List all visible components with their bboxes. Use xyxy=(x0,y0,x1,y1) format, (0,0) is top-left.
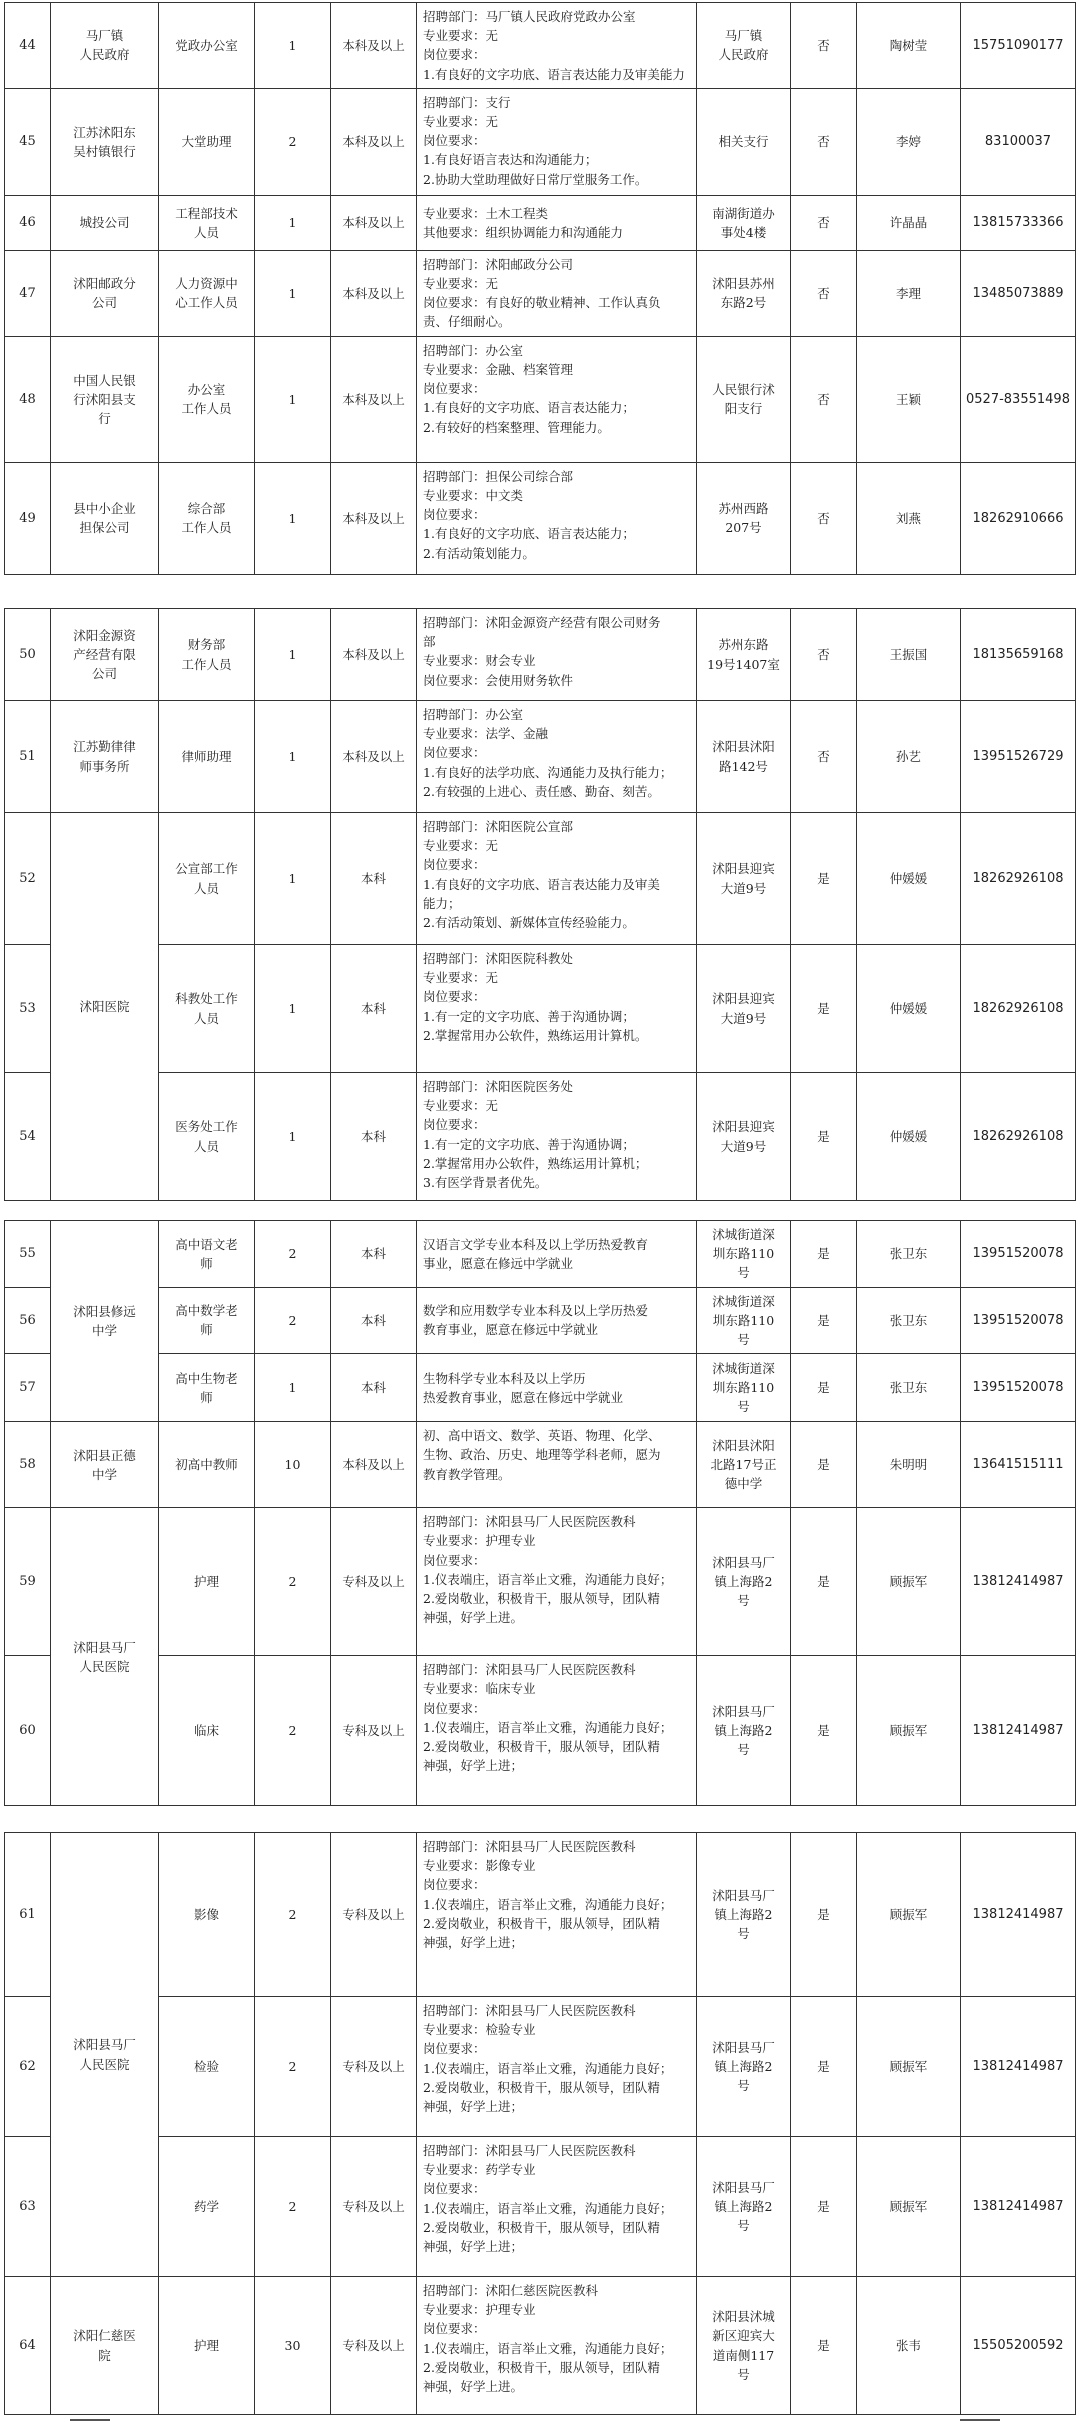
contact-phone: 15751090177 xyxy=(961,3,1076,89)
employer-name: 县中小企业 担保公司 xyxy=(51,462,159,574)
position-name: 医务处工作 人员 xyxy=(159,1073,255,1201)
education-requirement: 本科及以上 xyxy=(331,462,417,574)
contact-phone: 13812414987 xyxy=(961,1833,1076,1997)
position-name: 高中语文老 师 xyxy=(159,1221,255,1288)
row-number: 62 xyxy=(5,1997,51,2137)
education-requirement: 本科 xyxy=(331,1354,417,1422)
education-requirement: 专科及以上 xyxy=(331,1997,417,2137)
position-name: 人力资源中 心工作人员 xyxy=(159,250,255,336)
position-name: 办公室 工作人员 xyxy=(159,336,255,462)
table-row xyxy=(5,88,1076,195)
row-number: 54 xyxy=(5,1073,51,1201)
contact-phone: 13951520078 xyxy=(961,1221,1076,1288)
row-number: 53 xyxy=(5,945,51,1073)
table-row xyxy=(5,1656,1076,1806)
position-name: 党政办公室 xyxy=(159,3,255,89)
education-requirement: 专科及以上 xyxy=(331,2137,417,2277)
headcount: 2 xyxy=(255,1221,331,1288)
job-requirements: 初、高中语文、数学、英语、物理、化学、 生物、政治、历史、地理等学科老师，愿为 教育教学管理。 xyxy=(417,1422,697,1508)
contact-phone: 13812414987 xyxy=(961,1997,1076,2137)
table-block-1 xyxy=(4,2,1076,575)
table-row xyxy=(5,3,1076,89)
contact-person: 陶树莹 xyxy=(857,3,961,89)
employer-name: 沭阳县修远 中学 xyxy=(51,1221,159,1422)
contact-person: 刘燕 xyxy=(857,462,961,574)
position-name: 高中数学老 师 xyxy=(159,1287,255,1354)
establishment-flag: 是 xyxy=(791,1287,857,1354)
position-name: 影像 xyxy=(159,1833,255,1997)
work-address: 沭阳县沭城 新区迎宾大 道南侧117 号 xyxy=(697,2277,791,2415)
table-row xyxy=(5,1997,1076,2137)
establishment-flag: 是 xyxy=(791,1833,857,1997)
employer-name: 城投公司 xyxy=(51,195,159,250)
contact-person: 张卫东 xyxy=(857,1287,961,1354)
contact-person: 王振国 xyxy=(857,609,961,701)
contact-person: 李婷 xyxy=(857,88,961,195)
contact-phone: 0527-83551498 xyxy=(961,336,1076,462)
job-requirements: 数学和应用数学专业本科及以上学历热爱 教育事业，愿意在修远中学就业 xyxy=(417,1287,697,1354)
position-name: 财务部 工作人员 xyxy=(159,609,255,701)
position-name: 临床 xyxy=(159,1656,255,1806)
headcount: 30 xyxy=(255,2277,331,2415)
establishment-flag: 是 xyxy=(791,1997,857,2137)
work-address: 沭阳县马厂 镇上海路2 号 xyxy=(697,1997,791,2137)
table-row xyxy=(5,1508,1076,1656)
employer-name: 马厂镇 人民政府 xyxy=(51,3,159,89)
headcount: 1 xyxy=(255,609,331,701)
headcount: 1 xyxy=(255,462,331,574)
work-address: 苏州东路 19号1407室 xyxy=(697,609,791,701)
table-row xyxy=(5,945,1076,1073)
table-row xyxy=(5,462,1076,574)
contact-phone: 13812414987 xyxy=(961,1508,1076,1656)
table-row xyxy=(5,2277,1076,2415)
table-row xyxy=(5,1422,1076,1508)
job-requirements: 招聘部门：沭阳县马厂人民医院医教科 专业要求：临床专业 岗位要求： 1.仪表端庄，语言举止文雅，沟通能力良好； 2.爱岗敬业，积极肯干，服从领导，团队精 神强，好学上进； xyxy=(417,1656,697,1806)
job-requirements: 招聘部门：沭阳县马厂人民医院医教科 专业要求：影像专业 岗位要求： 1.仪表端庄，语言举止文雅，沟通能力良好； 2.爱岗敬业，积极肯干，服从领导，团队精 神强，好学上进； xyxy=(417,1833,697,1997)
work-address: 马厂镇 人民政府 xyxy=(697,3,791,89)
contact-phone: 13951520078 xyxy=(961,1287,1076,1354)
table-row xyxy=(5,1833,1076,1997)
headcount: 1 xyxy=(255,3,331,89)
position-name: 科教处工作 人员 xyxy=(159,945,255,1073)
table-row xyxy=(5,1354,1076,1422)
education-requirement: 本科及以上 xyxy=(331,1422,417,1508)
work-address: 沭阳县迎宾 大道9号 xyxy=(697,1073,791,1201)
establishment-flag: 是 xyxy=(791,1221,857,1288)
row-number: 64 xyxy=(5,2277,51,2415)
education-requirement: 本科 xyxy=(331,945,417,1073)
footer-divider-left xyxy=(70,2419,110,2421)
education-requirement: 专科及以上 xyxy=(331,1656,417,1806)
table-block-3 xyxy=(4,1220,1076,1806)
contact-phone: 13815733366 xyxy=(961,195,1076,250)
table-row xyxy=(5,609,1076,701)
education-requirement: 本科 xyxy=(331,1073,417,1201)
contact-person: 张卫东 xyxy=(857,1221,961,1288)
table-row xyxy=(5,195,1076,250)
work-address: 人民银行沭 阳支行 xyxy=(697,336,791,462)
establishment-flag: 是 xyxy=(791,1508,857,1656)
row-number: 46 xyxy=(5,195,51,250)
establishment-flag: 是 xyxy=(791,945,857,1073)
headcount: 1 xyxy=(255,336,331,462)
table-row xyxy=(5,813,1076,945)
row-number: 56 xyxy=(5,1287,51,1354)
employer-name: 江苏沭阳东 吴村镇银行 xyxy=(51,88,159,195)
contact-phone: 13812414987 xyxy=(961,2137,1076,2277)
job-requirements: 招聘部门：马厂镇人民政府党政办公室 专业要求：无 岗位要求： 1.有良好的文字功底、语言表达能力及审美能力 xyxy=(417,3,697,89)
headcount: 2 xyxy=(255,88,331,195)
row-number: 45 xyxy=(5,88,51,195)
employer-name: 沭阳县正德 中学 xyxy=(51,1422,159,1508)
education-requirement: 本科及以上 xyxy=(331,195,417,250)
row-number: 52 xyxy=(5,813,51,945)
contact-person: 张韦 xyxy=(857,2277,961,2415)
establishment-flag: 是 xyxy=(791,2277,857,2415)
headcount: 2 xyxy=(255,1656,331,1806)
position-name: 综合部 工作人员 xyxy=(159,462,255,574)
row-number: 49 xyxy=(5,462,51,574)
position-name: 大堂助理 xyxy=(159,88,255,195)
contact-person: 仲媛媛 xyxy=(857,945,961,1073)
work-address: 沭城街道深 圳东路110 号 xyxy=(697,1354,791,1422)
row-number: 58 xyxy=(5,1422,51,1508)
job-requirements: 招聘部门：担保公司综合部 专业要求：中文类 岗位要求： 1.有良好的文字功底、语言表达能力； 2.有活动策划能力。 xyxy=(417,462,697,574)
table-row xyxy=(5,1287,1076,1354)
work-address: 沭阳县苏州 东路2号 xyxy=(697,250,791,336)
education-requirement: 专科及以上 xyxy=(331,1833,417,1997)
education-requirement: 本科及以上 xyxy=(331,3,417,89)
contact-person: 顾振军 xyxy=(857,1656,961,1806)
job-requirements: 招聘部门：沭阳县马厂人民医院医教科 专业要求：药学专业 岗位要求： 1.仪表端庄，语言举止文雅，沟通能力良好； 2.爱岗敬业，积极肯干，服从领导，团队精 神强，好学上进； xyxy=(417,2137,697,2277)
education-requirement: 本科及以上 xyxy=(331,336,417,462)
work-address: 沭阳县沭阳 北路17号正 德中学 xyxy=(697,1422,791,1508)
job-requirements: 汉语言文学专业本科及以上学历热爱教育 事业，愿意在修远中学就业 xyxy=(417,1221,697,1288)
establishment-flag: 否 xyxy=(791,701,857,813)
education-requirement: 本科 xyxy=(331,813,417,945)
recruitment-table xyxy=(4,1832,1076,2415)
job-requirements: 招聘部门：沭阳医院科教处 专业要求：无 岗位要求： 1.有一定的文字功底、善于沟通协调； 2.掌握常用办公软件，熟练运用计算机。 xyxy=(417,945,697,1073)
contact-person: 顾振军 xyxy=(857,1997,961,2137)
position-name: 护理 xyxy=(159,1508,255,1656)
contact-phone: 13951526729 xyxy=(961,701,1076,813)
table-row xyxy=(5,1073,1076,1201)
establishment-flag: 否 xyxy=(791,195,857,250)
position-name: 高中生物老 师 xyxy=(159,1354,255,1422)
work-address: 沭阳县迎宾 大道9号 xyxy=(697,945,791,1073)
contact-person: 孙艺 xyxy=(857,701,961,813)
work-address: 沭阳县迎宾 大道9号 xyxy=(697,813,791,945)
recruitment-table xyxy=(4,608,1076,1201)
position-name: 初高中教师 xyxy=(159,1422,255,1508)
position-name: 工程部技术 人员 xyxy=(159,195,255,250)
row-number: 60 xyxy=(5,1656,51,1806)
table-row xyxy=(5,250,1076,336)
row-number: 61 xyxy=(5,1833,51,1997)
employer-name: 江苏勤律律 师事务所 xyxy=(51,701,159,813)
work-address: 南湖街道办 事处4楼 xyxy=(697,195,791,250)
education-requirement: 本科 xyxy=(331,1287,417,1354)
work-address: 沭阳县沭阳 路142号 xyxy=(697,701,791,813)
position-name: 公宣部工作 人员 xyxy=(159,813,255,945)
headcount: 1 xyxy=(255,250,331,336)
work-address: 相关支行 xyxy=(697,88,791,195)
contact-phone: 18262910666 xyxy=(961,462,1076,574)
job-requirements: 生物科学专业本科及以上学历 热爱教育事业，愿意在修远中学就业 xyxy=(417,1354,697,1422)
job-requirements: 招聘部门：办公室 专业要求：法学、金融 岗位要求： 1.有良好的法学功底、沟通能力及执行能力； 2.有较强的上进心、责任感、勤奋、刻苦。 xyxy=(417,701,697,813)
headcount: 1 xyxy=(255,813,331,945)
headcount: 2 xyxy=(255,1508,331,1656)
employer-name: 中国人民银 行沭阳县支 行 xyxy=(51,336,159,462)
table-block-4 xyxy=(4,1832,1076,2415)
job-requirements: 招聘部门：沭阳县马厂人民医院医教科 专业要求：检验专业 岗位要求： 1.仪表端庄，语言举止文雅，沟通能力良好； 2.爱岗敬业，积极肯干，服从领导，团队精 神强，好学上进； xyxy=(417,1997,697,2137)
work-address: 沭阳县马厂 镇上海路2 号 xyxy=(697,1656,791,1806)
contact-person: 顾振军 xyxy=(857,2137,961,2277)
table-block-2 xyxy=(4,608,1076,1201)
job-requirements: 招聘部门：沭阳医院公宣部 专业要求：无 岗位要求： 1.有良好的文字功底、语言表达能力及审美 能力； 2.有活动策划、新媒体宣传经验能力。 xyxy=(417,813,697,945)
establishment-flag: 是 xyxy=(791,2137,857,2277)
table-row xyxy=(5,1221,1076,1288)
headcount: 10 xyxy=(255,1422,331,1508)
education-requirement: 专科及以上 xyxy=(331,1508,417,1656)
employer-name: 沭阳县马厂 人民医院 xyxy=(51,1508,159,1806)
contact-phone: 18262926108 xyxy=(961,813,1076,945)
contact-phone: 13641515111 xyxy=(961,1422,1076,1508)
employer-name: 沭阳医院 xyxy=(51,813,159,1201)
job-requirements: 招聘部门：沭阳邮政分公司 专业要求：无 岗位要求：有良好的敬业精神、工作认真负 责、仔细耐心。 xyxy=(417,250,697,336)
work-address: 沭阳县马厂 镇上海路2 号 xyxy=(697,2137,791,2277)
establishment-flag: 否 xyxy=(791,462,857,574)
contact-phone: 13951520078 xyxy=(961,1354,1076,1422)
establishment-flag: 是 xyxy=(791,813,857,945)
row-number: 48 xyxy=(5,336,51,462)
employer-name: 沭阳金源资 产经营有限 公司 xyxy=(51,609,159,701)
contact-person: 许晶晶 xyxy=(857,195,961,250)
work-address: 沭城街道深 圳东路110 号 xyxy=(697,1221,791,1288)
education-requirement: 本科及以上 xyxy=(331,701,417,813)
work-address: 苏州西路 207号 xyxy=(697,462,791,574)
headcount: 1 xyxy=(255,195,331,250)
contact-phone: 18262926108 xyxy=(961,945,1076,1073)
headcount: 2 xyxy=(255,1287,331,1354)
establishment-flag: 否 xyxy=(791,336,857,462)
establishment-flag: 是 xyxy=(791,1073,857,1201)
position-name: 药学 xyxy=(159,2137,255,2277)
contact-person: 仲媛媛 xyxy=(857,813,961,945)
contact-person: 顾振军 xyxy=(857,1508,961,1656)
job-requirements: 招聘部门：沭阳仁慈医院医教科 专业要求：护理专业 岗位要求： 1.仪表端庄，语言举止文雅，沟通能力良好； 2.爱岗敬业，积极肯干，服从领导，团队精 神强，好学上进。 xyxy=(417,2277,697,2415)
contact-person: 王颖 xyxy=(857,336,961,462)
row-number: 47 xyxy=(5,250,51,336)
table-row xyxy=(5,701,1076,813)
contact-phone: 18135659168 xyxy=(961,609,1076,701)
contact-phone: 13485073889 xyxy=(961,250,1076,336)
row-number: 55 xyxy=(5,1221,51,1288)
row-number: 50 xyxy=(5,609,51,701)
contact-person: 张卫东 xyxy=(857,1354,961,1422)
contact-phone: 18262926108 xyxy=(961,1073,1076,1201)
employer-name: 沭阳仁慈医 院 xyxy=(51,2277,159,2415)
establishment-flag: 否 xyxy=(791,250,857,336)
contact-person: 朱明明 xyxy=(857,1422,961,1508)
work-address: 沭城街道深 圳东路110 号 xyxy=(697,1287,791,1354)
position-name: 检验 xyxy=(159,1997,255,2137)
row-number: 63 xyxy=(5,2137,51,2277)
contact-person: 李理 xyxy=(857,250,961,336)
establishment-flag: 是 xyxy=(791,1656,857,1806)
row-number: 51 xyxy=(5,701,51,813)
employer-name: 沭阳邮政分 公司 xyxy=(51,250,159,336)
headcount: 2 xyxy=(255,1997,331,2137)
recruitment-table xyxy=(4,2,1076,575)
recruitment-table xyxy=(4,1220,1076,1806)
row-number: 59 xyxy=(5,1508,51,1656)
contact-phone: 15505200592 xyxy=(961,2277,1076,2415)
headcount: 1 xyxy=(255,1073,331,1201)
job-requirements: 招聘部门：沭阳金源资产经营有限公司财务 部 专业要求：财会专业 岗位要求：会使用财务软件 xyxy=(417,609,697,701)
table-row xyxy=(5,2137,1076,2277)
footer-divider-right xyxy=(960,2419,1000,2421)
position-name: 护理 xyxy=(159,2277,255,2415)
education-requirement: 本科及以上 xyxy=(331,250,417,336)
education-requirement: 本科及以上 xyxy=(331,609,417,701)
establishment-flag: 否 xyxy=(791,3,857,89)
contact-phone: 13812414987 xyxy=(961,1656,1076,1806)
row-number: 44 xyxy=(5,3,51,89)
establishment-flag: 否 xyxy=(791,609,857,701)
education-requirement: 专科及以上 xyxy=(331,2277,417,2415)
job-requirements: 招聘部门：沭阳县马厂人民医院医教科 专业要求：护理专业 岗位要求： 1.仪表端庄，语言举止文雅，沟通能力良好； 2.爱岗敬业，积极肯干，服从领导，团队精 神强，好学上进。 xyxy=(417,1508,697,1656)
table-row xyxy=(5,336,1076,462)
headcount: 2 xyxy=(255,1833,331,1997)
headcount: 2 xyxy=(255,2137,331,2277)
job-requirements: 专业要求：土木工程类 其他要求：组织协调能力和沟通能力 xyxy=(417,195,697,250)
contact-person: 仲媛媛 xyxy=(857,1073,961,1201)
headcount: 1 xyxy=(255,945,331,1073)
job-requirements: 招聘部门：沭阳医院医务处 专业要求：无 岗位要求： 1.有一定的文字功底、善于沟通协调； 2.掌握常用办公软件，熟练运用计算机； 3.有医学背景者优先。 xyxy=(417,1073,697,1201)
education-requirement: 本科 xyxy=(331,1221,417,1288)
headcount: 1 xyxy=(255,701,331,813)
contact-person: 顾振军 xyxy=(857,1833,961,1997)
job-requirements: 招聘部门：支行 专业要求：无 岗位要求： 1.有良好语言表达和沟通能力； 2.协助大堂助理做好日常厅堂服务工作。 xyxy=(417,88,697,195)
contact-phone: 83100037 xyxy=(961,88,1076,195)
job-requirements: 招聘部门：办公室 专业要求：金融、档案管理 岗位要求： 1.有良好的文字功底、语言表达能力； 2.有较好的档案整理、管理能力。 xyxy=(417,336,697,462)
work-address: 沭阳县马厂 镇上海路2 号 xyxy=(697,1508,791,1656)
establishment-flag: 是 xyxy=(791,1354,857,1422)
headcount: 1 xyxy=(255,1354,331,1422)
establishment-flag: 是 xyxy=(791,1422,857,1508)
employer-name: 沭阳县马厂 人民医院 xyxy=(51,1833,159,2277)
work-address: 沭阳县马厂 镇上海路2 号 xyxy=(697,1833,791,1997)
row-number: 57 xyxy=(5,1354,51,1422)
establishment-flag: 否 xyxy=(791,88,857,195)
education-requirement: 本科及以上 xyxy=(331,88,417,195)
position-name: 律师助理 xyxy=(159,701,255,813)
